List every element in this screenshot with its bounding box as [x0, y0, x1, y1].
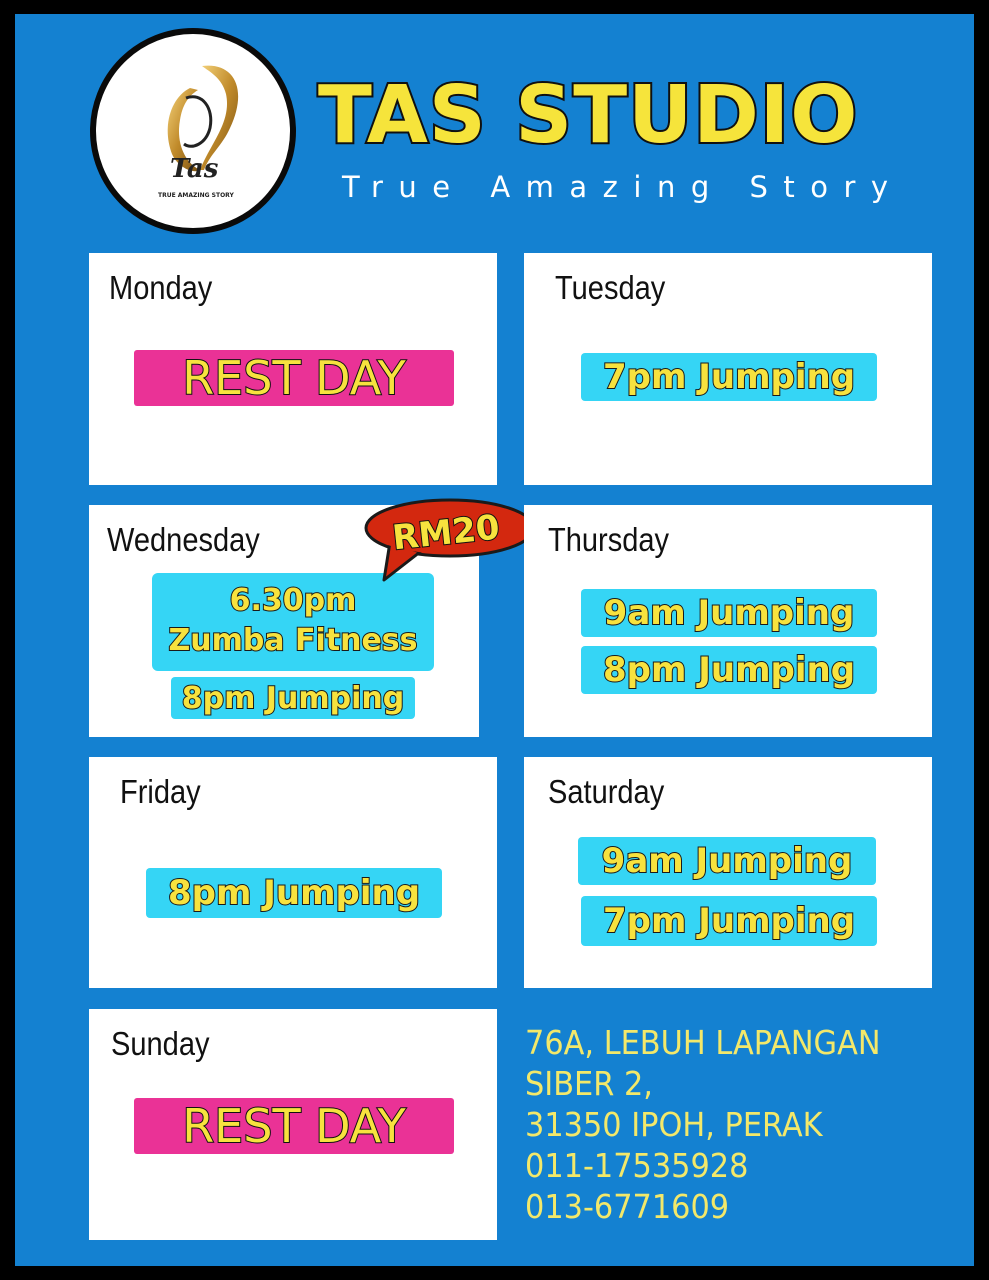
day-label-tuesday: Tuesday: [555, 269, 666, 306]
zumba-time: 6.30pm: [229, 583, 357, 618]
day-label-saturday: Saturday: [548, 773, 665, 810]
phone-number: 011-17535928: [525, 1146, 749, 1185]
rest-day-badge: REST DAY: [134, 350, 454, 406]
address-line: SIBER 2,: [525, 1064, 653, 1103]
day-label-friday: Friday: [120, 773, 201, 810]
day-label-wednesday: Wednesday: [107, 521, 260, 558]
logo-text: Tas: [170, 154, 219, 184]
address-line: 31350 IPOH, PERAK: [525, 1105, 823, 1144]
price-label: RM20: [390, 507, 502, 559]
card-friday: [89, 757, 497, 988]
class-slot: 7pm Jumping: [581, 896, 877, 946]
day-label-sunday: Sunday: [111, 1025, 210, 1062]
zumba-class-slot: [152, 573, 434, 671]
logo-icon: [140, 58, 254, 208]
class-slot: 8pm Jumping: [146, 868, 442, 918]
logo-tagline: TRUE AMAZING STORY: [158, 192, 234, 199]
card-tuesday: [524, 253, 932, 485]
card-thursday: [524, 505, 932, 737]
contact-block: [525, 1022, 965, 1227]
card-sunday: [89, 1009, 497, 1240]
rest-day-badge: REST DAY: [134, 1098, 454, 1154]
studio-subtitle: True Amazing Story: [342, 170, 904, 204]
class-slot: 9am Jumping: [578, 837, 876, 885]
day-label-monday: Monday: [109, 269, 213, 306]
day-label-thursday: Thursday: [548, 521, 670, 558]
card-saturday: [524, 757, 932, 988]
class-slot: 8pm Jumping: [171, 677, 415, 719]
studio-title: TAS STUDIO: [318, 69, 859, 161]
phone-number: 013-6771609: [525, 1187, 730, 1226]
class-slot: 8pm Jumping: [581, 646, 877, 694]
address-line: 76A, LEBUH LAPANGAN: [525, 1023, 881, 1062]
card-monday: [89, 253, 497, 485]
class-slot: 7pm Jumping: [581, 353, 877, 401]
class-slot: 9am Jumping: [581, 589, 877, 637]
logo-badge: [90, 28, 296, 234]
zumba-name: Zumba Fitness: [168, 623, 418, 658]
